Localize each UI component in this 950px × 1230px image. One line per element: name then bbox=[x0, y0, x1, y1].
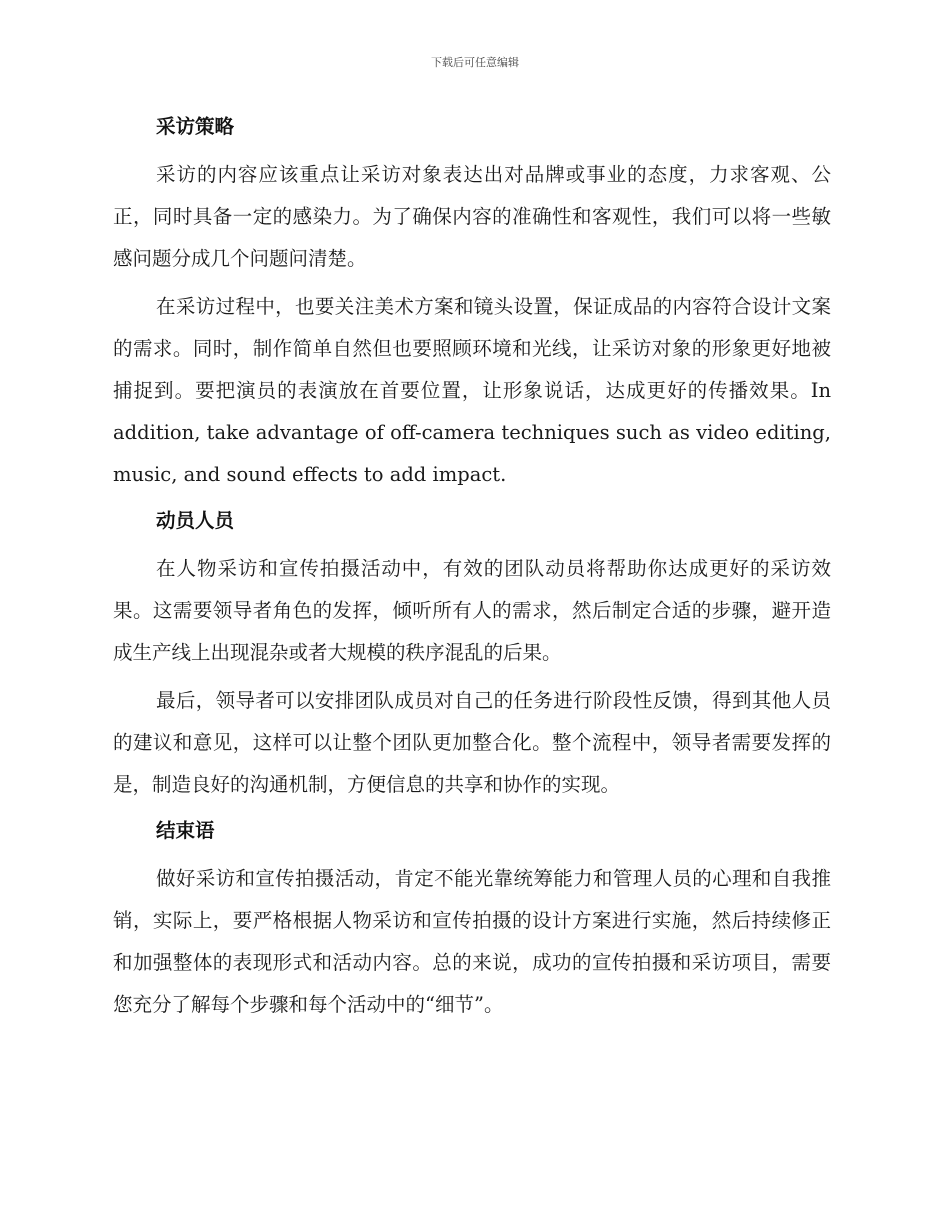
page-header: 下载后可任意编辑 bbox=[431, 56, 519, 69]
paragraph: 做好采访和宣传拍摄活动，肯定不能光靠统筹能力和管理人员的心理和自我推销，实际上，要严格根据人物采访和宣传拍摄的设计方案进行实施，然后持续修正和加强整体的表现形式和活动内容。总的来说，成功的宣传拍摄和采访项目，需要您充分了解每个步骤和每个活动中的“细节”。 bbox=[113, 867, 831, 1016]
paragraph: 在采访过程中，也要关注美术方案和镜头设置，保证成品的内容符合设计文案的需求。同时，制作简单自然但也要照顾环境和光线，让采访对象的形象更好地被捕捉到。要把演员的表演放在首要位置，让形象说话，达成更好的传播效果。In addition, take advantage of off-camera techniques such as video editing, music, and sound effects to add impact. bbox=[113, 295, 831, 486]
paragraph: 采访的内容应该重点让采访对象表达出对品牌或事业的态度，力求客观、公正，同时具备一定的感染力。为了确保内容的准确性和客观性，我们可以将一些敏感问题分成几个问题问清楚。 bbox=[113, 163, 831, 270]
paragraph: 最后，领导者可以安排团队成员对自己的任务进行阶段性反馈，得到其他人员的建议和意见，这样可以让整个团队更加整合化。整个流程中，领导者需要发挥的是，制造良好的沟通机制，方便信息的共享和协作的实现。 bbox=[113, 689, 831, 796]
section-heading-mobilize-staff: 动员人员 bbox=[156, 509, 235, 532]
section-heading-conclusion: 结束语 bbox=[156, 819, 215, 842]
document-body bbox=[113, 108, 831, 1026]
section-heading-interview-strategy: 采访策略 bbox=[156, 115, 235, 138]
paragraph: 在人物采访和宣传拍摄活动中，有效的团队动员将帮助你达成更好的采访效果。这需要领导者角色的发挥，倾听所有人的需求，然后制定合适的步骤，避开造成生产线上出现混杂或者大规模的秩序混乱的后果。 bbox=[113, 557, 831, 664]
